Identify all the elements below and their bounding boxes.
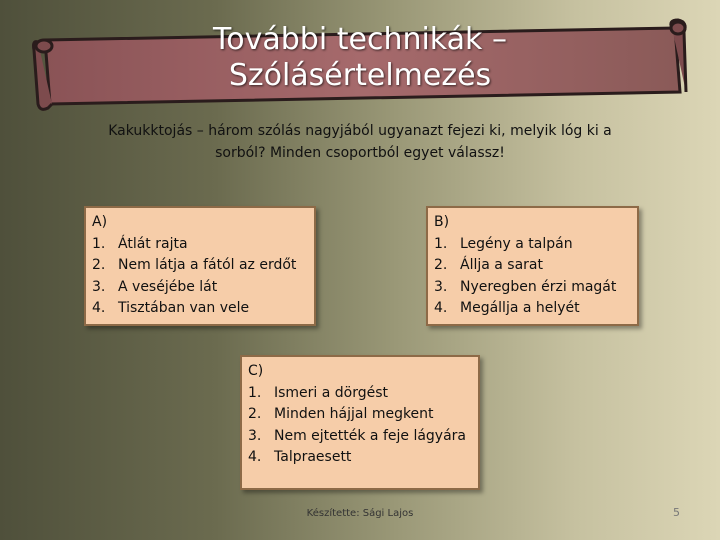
item-text: Legény a talpán <box>460 235 573 252</box>
item-text: Ismeri a dörgést <box>274 384 389 401</box>
list-item <box>434 298 631 320</box>
item-number: 1. <box>248 384 262 401</box>
item-text: Állja a sarat <box>460 257 544 273</box>
list-item <box>248 404 472 426</box>
list-item <box>92 298 308 320</box>
instruction-text: Kakukktojás – három szólás nagyjából ugyanazt fejezi ki, melyik lóg ki a sorból? Minden csoportból egyet válassz! <box>108 123 612 161</box>
item-text: Megállja a helyét <box>460 300 580 316</box>
item-number: 4. <box>434 300 448 316</box>
group-c-box <box>240 355 480 490</box>
item-number: 4. <box>92 300 106 316</box>
item-text: Talpraesett <box>274 449 352 465</box>
list-item <box>92 255 308 277</box>
item-text: A veséjébe lát <box>118 278 218 295</box>
item-number: 3. <box>434 278 448 295</box>
item-number: 2. <box>92 257 106 273</box>
item-text: Átlát rajta <box>118 235 188 252</box>
item-text: Tisztában van vele <box>118 300 250 316</box>
list-item <box>434 255 631 277</box>
group-label: C) <box>248 363 264 379</box>
list-item <box>248 426 472 448</box>
item-number: 1. <box>92 235 106 252</box>
group-label: A) <box>92 214 108 230</box>
item-number: 3. <box>92 278 106 295</box>
list-item <box>434 277 631 299</box>
list-item <box>248 383 472 405</box>
item-text: Nem ejtették a feje lágyára <box>274 427 467 444</box>
item-text: Nem látja a fától az erdőt <box>118 257 297 273</box>
list-item <box>92 234 308 256</box>
list-item <box>434 234 631 256</box>
group-a-box <box>84 206 316 326</box>
item-text: Minden hájjal megkent <box>274 406 434 422</box>
group-label: B) <box>434 214 450 230</box>
item-number: 1. <box>434 235 448 252</box>
list-item <box>92 277 308 299</box>
group-b-box <box>426 206 639 326</box>
item-number: 4. <box>248 449 262 465</box>
author-footer: Készítette: Sági Lajos <box>306 508 414 519</box>
slide-title: További technikák – Szólásértelmezés <box>213 22 507 93</box>
item-text: Nyeregben érzi magát <box>460 278 617 295</box>
page-number: 5 <box>673 506 680 519</box>
item-number: 3. <box>248 427 262 444</box>
item-number: 2. <box>434 257 448 273</box>
list-item <box>248 447 472 469</box>
item-number: 2. <box>248 406 262 422</box>
